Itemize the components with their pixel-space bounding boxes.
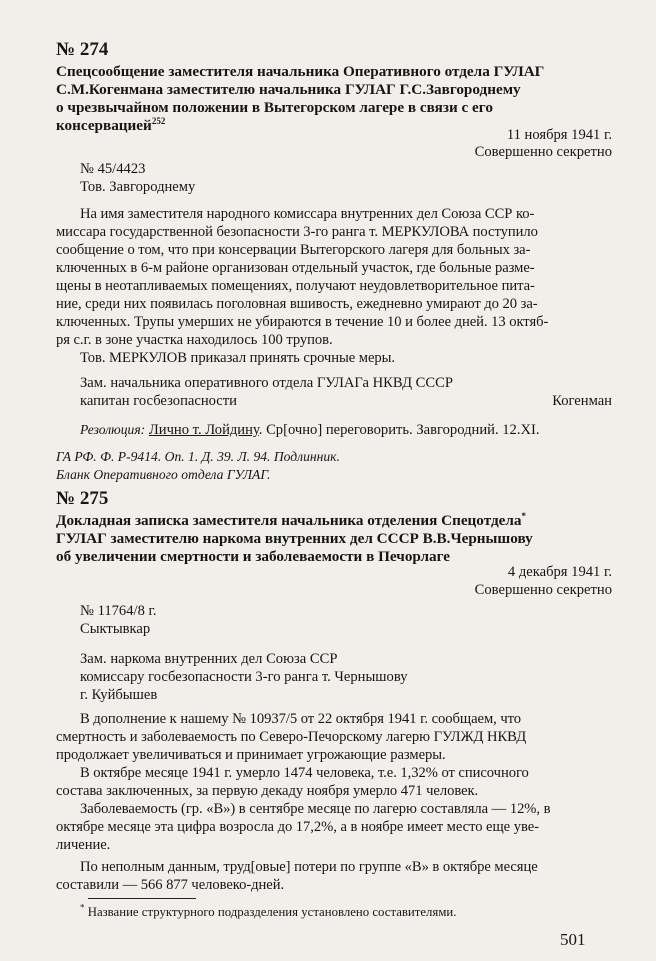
- doc-274-ref: № 45/4423: [80, 161, 146, 177]
- doc-275-ref: № 11764/8 г.: [80, 603, 157, 619]
- doc-274-title-note: 252: [151, 115, 166, 126]
- doc-274-title-line: С.М.Когенмана заместителю начальника ГУЛАГ Г.С.Завгороднему: [56, 81, 521, 98]
- doc-274-body-line: щены в неотапливаемых помещениях, получают неудовлетворительное пита-: [56, 278, 535, 294]
- doc-274-number: № 274: [56, 39, 109, 60]
- doc-275-title-mark: *: [521, 510, 527, 521]
- doc-274-body-line: ключенных. Трупы умерших не убираются в течение 10 и более дней. 13 октяб-: [56, 314, 549, 330]
- doc-274-body-line: ключенных в 6-м районе организован отдельный участок, где больные разме-: [56, 260, 535, 276]
- doc-274-body-line: На имя заместителя народного комиссара внутренних дел Союза ССР ко-: [80, 206, 535, 222]
- doc-274-body-line: ние, среди них появилась поголовная вшивость, ежедневно умирают до 20 за-: [56, 296, 538, 312]
- doc-275-body-line: Заболеваемость (гр. «В») в сентябре месяце по лагерю составляла — 12%, в: [80, 801, 551, 817]
- doc-274-body-line: миссара государственной безопасности 3-го ранга т. МЕРКУЛОВА поступило: [56, 224, 538, 240]
- footnote-mark: *: [80, 902, 85, 913]
- doc-275-body-line: В октябре месяце 1941 г. умерло 1474 человека, т.е. 1,32% от списочного: [80, 765, 529, 781]
- doc-275-place: Сыктывкар: [80, 621, 151, 637]
- doc-275-secrecy: Совершенно секретно: [474, 582, 612, 598]
- doc-275-body-line: состава заключенных, за первую декаду ноября умерло 471 человек.: [56, 783, 479, 799]
- doc-275-body-line: личение.: [56, 837, 111, 853]
- doc-274-body-line: Тов. МЕРКУЛОВ приказал принять срочные меры.: [80, 350, 395, 366]
- doc-275-addressee-line: Зам. наркома внутренних дел Союза ССР: [80, 651, 338, 667]
- doc-274-source-line: Бланк Оперативного отдела ГУЛАГ.: [56, 467, 271, 482]
- doc-275-body-line: По неполным данным, труд[овые] потери по группе «В» в октябре месяце: [80, 859, 538, 875]
- doc-275-title-line: об увеличении смертности и заболеваемости в Печорлаге: [56, 548, 451, 565]
- page-number: 501: [560, 930, 586, 949]
- doc-274-secrecy: Совершенно секретно: [474, 144, 612, 160]
- doc-274-date: 11 ноября 1941 г.: [506, 127, 612, 143]
- doc-275-body-line: октябре месяце эта цифра возросла до 17,2%, а в ноябре имеет место еще уве-: [56, 819, 539, 835]
- doc-274-body-line: сообщение о том, что при консервации Вытегорского лагеря для больных за-: [56, 242, 531, 258]
- doc-274-addressee: Тов. Завгороднему: [80, 179, 196, 195]
- doc-274-title-line: консервацией: [56, 117, 152, 134]
- doc-275-body-line: В дополнение к нашему № 10937/5 от 22 октября 1941 г. сообщаем, что: [80, 711, 522, 727]
- doc-275-addressee-line: комиссару госбезопасности 3-го ранга т. Чернышову: [80, 669, 408, 685]
- doc-275-title-line: Докладная записка заместителя начальника отделения Спецотдела: [56, 512, 522, 529]
- doc-274-signature-rank: капитан госбезопасности: [80, 393, 237, 409]
- doc-275-body-line: смертность и заболеваемость по Северо-Печорскому лагерю ГУЛЖД НКВД: [56, 729, 527, 745]
- doc-275-date: 4 декабря 1941 г.: [507, 564, 612, 580]
- doc-275-body-line: составили — 566 877 человеко-дней.: [56, 877, 285, 893]
- footnote-text: Название структурного подразделения установлено составителями.: [84, 905, 457, 919]
- doc-275-body-line: продолжает увеличиваться и принимает угрожающие размеры.: [56, 747, 446, 763]
- doc-275-title-line: ГУЛАГ заместителю наркома внутренних дел СССР В.В.Чернышову: [56, 530, 533, 547]
- doc-274-body-line: ря с.г. в зоне участка находилось 100 трупов.: [56, 332, 333, 348]
- resolution-label: Резолюция:: [80, 422, 146, 437]
- doc-275-addressee-line: г. Куйбышев: [80, 687, 158, 703]
- doc-274-signature-title: Зам. начальника оперативного отдела ГУЛАГа НКВД СССР: [80, 375, 453, 391]
- doc-275-number: № 275: [56, 488, 109, 509]
- resolution-rest: . Ср[очно] переговорить. Завгородний. 12.XI.: [258, 422, 540, 438]
- doc-274-signature-name: Когенман: [552, 393, 612, 409]
- doc-274-source-line: ГА РФ. Ф. Р-9414. Оп. 1. Д. 39. Л. 94. Подлинник.: [56, 449, 340, 464]
- doc-274-title-line: о чрезвычайном положении в Вытегорском лагере в связи с его: [56, 99, 493, 116]
- resolution-underlined: Лично т. Лойдину: [148, 422, 259, 438]
- doc-274-title-line: Спецсообщение заместителя начальника Оперативного отдела ГУЛАГ: [56, 63, 545, 80]
